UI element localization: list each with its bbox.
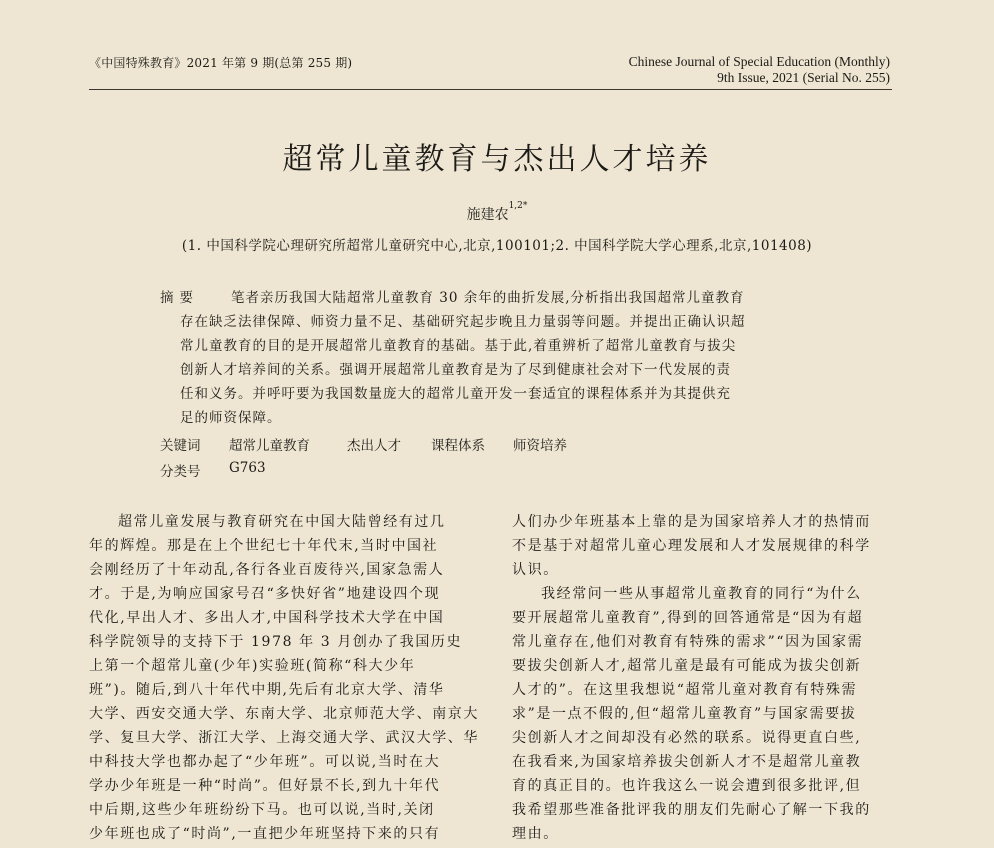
body-line: 才。于是,为响应国家号召“多快好省”地建设四个现 bbox=[89, 586, 441, 602]
body-line: 少年班也成了“时尚”,一直把少年班坚持下来的只有 bbox=[89, 826, 441, 842]
abstract-line: 任和义务。并呼吁要为我国数量庞大的超常儿童开发一套适宜的课程体系并为其提供充 bbox=[180, 386, 731, 402]
body-line: 超常儿童发展与教育研究在中国大陆曾经有过几 bbox=[118, 514, 446, 530]
keyword: 课程体系 bbox=[431, 438, 485, 454]
body-line: 我希望那些准备批评我的朋友们先耐心了解一下我的 bbox=[512, 802, 871, 818]
body-line: 大学、西安交通大学、东南大学、北京师范大学、南京大 bbox=[89, 706, 479, 722]
keyword: 超常儿童教育 bbox=[229, 438, 310, 454]
author-affiliation-marks: 1,2* bbox=[508, 201, 528, 211]
body-line: 要拔尖创新人才,超常儿童是最有可能成为拔尖创新 bbox=[512, 658, 862, 674]
body-line: 常儿童存在,他们对教育有特殊的需求”“因为国家需 bbox=[512, 634, 864, 650]
keyword: 杰出人才 bbox=[347, 438, 401, 454]
journal-citation: 《中国特殊教育》2021 年第 9 期(总第 255 期) bbox=[89, 56, 353, 70]
body-line: 中后期,这些少年班纷纷下马。也可以说,当时,关闭 bbox=[89, 802, 435, 818]
body-line: 人们办少年班基本上靠的是为国家培养人才的热情而 bbox=[512, 514, 871, 530]
classification-label: 分类号 bbox=[160, 464, 201, 480]
body-line: 理由。 bbox=[512, 826, 559, 842]
keywords-label: 关键词 bbox=[160, 438, 201, 454]
keyword: 师资培养 bbox=[513, 438, 567, 454]
body-line: 学、复旦大学、浙江大学、上海交通大学、武汉大学、华 bbox=[89, 730, 479, 746]
body-line: 我经常问一些从事超常儿童教育的同行“为什么 bbox=[541, 586, 862, 602]
body-line: 学办少年班是一种“时尚”。但好景不长,到九十年代 bbox=[89, 778, 441, 794]
body-line: 在我看来,为国家培养拔尖创新人才不是超常儿童教 bbox=[512, 754, 862, 770]
body-line: 认识。 bbox=[512, 562, 559, 578]
body-line: 中科技大学也都办起了“少年班”。可以说,当时在大 bbox=[89, 754, 441, 770]
body-line: 不是基于对超常儿童心理发展和人才发展规律的科学 bbox=[512, 538, 871, 554]
body-line: 代化,早出人才、多出人才,中国科学技术大学在中国 bbox=[89, 610, 445, 626]
body-line: 科学院领导的支持下于 1978 年 3 月创办了我国历史 bbox=[89, 634, 463, 650]
journal-citation-english bbox=[629, 54, 890, 86]
abstract-line: 笔者亲历我国大陆超常儿童教育 30 余年的曲折发展,分析指出我国超常儿童教育 bbox=[231, 290, 745, 306]
abstract-line: 足的师资保障。 bbox=[180, 410, 282, 426]
classification-number: G763 bbox=[229, 460, 266, 476]
body-line: 求”是一点不假的,但“超常儿童教育”与国家需要拔 bbox=[512, 706, 857, 722]
abstract-line: 创新人才培养间的关系。强调开展超常儿童教育是为了尽到健康社会对下一代发展的责 bbox=[180, 362, 731, 378]
body-line: 育的真正目的。也许我这么一说会遭到很多批评,但 bbox=[512, 778, 862, 794]
body-line: 年的辉煌。那是在上个世纪七十年代末,当时中国社 bbox=[89, 538, 439, 554]
author-line bbox=[0, 201, 994, 224]
author-name: 施建农 bbox=[466, 207, 509, 223]
body-line: 会刚经历了十年动乱,各行各业百废待兴,国家急需人 bbox=[89, 562, 445, 578]
body-line: 要开展超常儿童教育”,得到的回答通常是“因为有超 bbox=[512, 610, 864, 626]
body-line: 尖创新人才之间却没有必然的联系。说得更直白些, bbox=[512, 730, 862, 746]
body-line: 班”)。随后,到八十年代中期,先后有北京大学、清华 bbox=[89, 682, 445, 698]
abstract-line: 常儿童教育的目的是开展超常儿童教育的基础。基于此,着重辨析了超常儿童教育与拔尖 bbox=[180, 338, 737, 354]
abstract-label: 摘要 bbox=[160, 290, 199, 306]
article-title: 超常儿童教育与杰出人才培养 bbox=[282, 142, 712, 177]
abstract-line: 存在缺乏法律保障、师资力量不足、基础研究起步晚且力量弱等问题。并提出正确认识超 bbox=[180, 314, 746, 330]
journal-issue-english: 9th Issue, 2021 (Serial No. 255) bbox=[717, 70, 890, 85]
journal-name-english: Chinese Journal of Special Education (Monthly) bbox=[628, 54, 890, 69]
header-divider bbox=[89, 89, 892, 90]
body-line: 上第一个超常儿童(少年)实验班(简称“科大少年 bbox=[89, 658, 416, 674]
author-affiliation: (1. 中国科学院心理研究所超常儿童研究中心,北京,100101;2. 中国科学院大学心理系,北京,101408) bbox=[181, 238, 813, 254]
body-line: 人才的”。在这里我想说“超常儿童对教育有特殊需 bbox=[512, 682, 858, 698]
